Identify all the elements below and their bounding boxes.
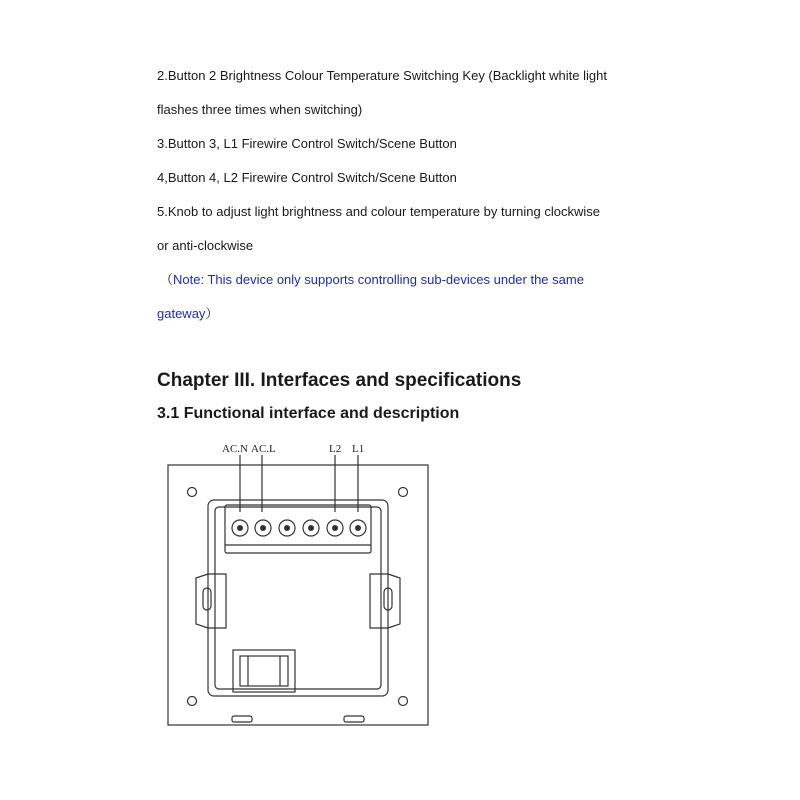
note-close-paren: ）	[205, 306, 219, 321]
label-l1: L1	[352, 443, 365, 455]
mounting-hole-bl	[188, 697, 197, 706]
list-item-knob-cont: or anti-clockwise	[157, 238, 254, 253]
label-ac-l: AC.L	[251, 443, 276, 455]
list-item-button-2: 2.Button 2 Brightness Colour Temperature Switching Key (Backlight white light	[157, 68, 607, 83]
list-item-button-4: 4,Button 4, L2 Firewire Control Switch/Scene Button	[157, 170, 457, 185]
note-text-2: gateway	[157, 306, 206, 321]
mounting-hole-tl	[188, 488, 197, 497]
note-text-1: Note: This device only supports controlling sub-devices under the same	[173, 272, 584, 287]
mounting-hole-tr	[399, 488, 408, 497]
label-l2: L2	[329, 443, 342, 455]
section-heading: 3.1 Functional interface and description	[157, 405, 460, 422]
mounting-hole-br	[399, 697, 408, 706]
outer-plate	[168, 465, 428, 725]
label-ac-n: AC.N	[222, 443, 248, 455]
note-open-paren: （	[160, 272, 174, 287]
chapter-heading: Chapter III. Interfaces and specifications	[157, 370, 522, 391]
list-item-button-2-cont: flashes three times when switching)	[157, 102, 363, 117]
list-item-knob: 5.Knob to adjust light brightness and colour temperature by turning clockwise	[157, 204, 600, 219]
list-item-button-3: 3.Button 3, L1 Firewire Control Switch/Scene Button	[157, 136, 457, 151]
clip-right	[370, 574, 400, 628]
